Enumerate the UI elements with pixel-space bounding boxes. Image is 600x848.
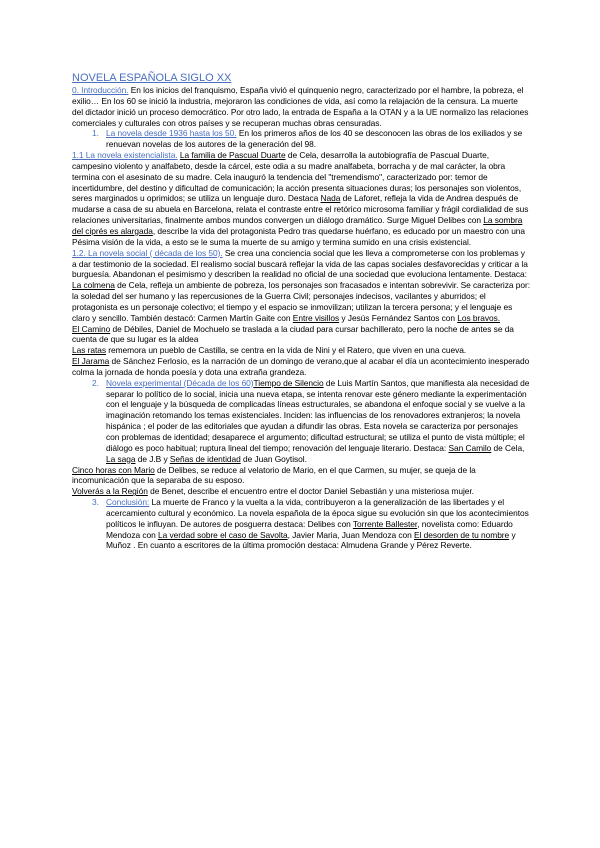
- paragraph-text: de Luis Martín Santos, que manifiesta ala necesidad de separar lo político de lo social, inicia una nueva etapa, se intenta renovar este género mediante la experimentación con el lenguaje y la búsqueda de complicadas líneas estructurales, se abandona el enfoque social y se vuelve a la imaginación retomando los temas existenciales. Inciden: las influencias de los renovadores extranjeros; la novela hispánica ; el poder de las editoriales que ayudan a difundir las obras. Esta novela se caracteriza por personajes con problemas de identidad; desaparece el argumento; dificultad estructural; se utiliza el punto de vista múltiple; el diálogo es poco habitual; ruptura lineal del tiempo; renovación del lenguaje literario. Destaca:: [106, 377, 530, 453]
- paragraph-text: , describe la vida del protagonista Pedro tras quedarse huérfano, es educado por un maestro con una Pésima visión de la vida, a esto se le suma la muerte de su amigo y termina sumido en una crisis existencial.: [72, 225, 526, 247]
- intro-paragraph: [72, 85, 530, 128]
- work-title: Cinco horas con Mario: [72, 464, 155, 475]
- paragraph-text: de Juan Goytisol.: [240, 453, 307, 464]
- work-title: El Camino: [72, 323, 111, 334]
- work-title: San Camilo: [448, 442, 492, 453]
- section12-heading: 1.2. La novela social ( década de los 50).: [72, 247, 223, 258]
- las-ratas-paragraph: [72, 345, 530, 356]
- paragraph-text: La muerte de Franco y la vuelta a la vida, contribuyeron a la generalización de las libertades y el acercamiento cultural y económico. La novela española de la época sigue su evolución sin que los acontecimientos políticos le influyan. De autores de posguerra destaca: Delibes con: [106, 497, 529, 529]
- paragraph-text: y Jesús Fernández Santos con: [339, 312, 458, 323]
- work-title: Tiempo de Silencio: [253, 377, 324, 388]
- work-title: La saga: [106, 453, 136, 464]
- intro-heading: 0. Introducción.: [72, 85, 129, 95]
- paragraph-text: de Cela, refleja un ambiente de pobreza, los personajes son fracasados e intentan sobrevivir. Se caracteriza por: la soledad del ser humano y las repercusiones de la Guerra Civil; personajes indecisos, vacilantes y aburridos; el protagonista es un personaje colectivo; el tiempo y el espacio se inmovilizan; utilizan la tercera persona; y el lenguaje es claro y sencillo. También destacó: Carmen Martín Gaite con: [72, 280, 530, 323]
- list-number-1: 1.: [92, 128, 99, 139]
- paragraph-text: de Débiles, Daniel de Mochuelo se traslada a la ciudad para cursar bachillerato, pero la noche de antes se da cuenta de que su lugar es la aldea: [72, 323, 514, 345]
- work-title: El Jarama: [72, 356, 110, 367]
- work-title: Señas de identidad: [169, 453, 241, 464]
- work-title: Los bravos.: [457, 312, 501, 323]
- paragraph-text: de Cela,: [491, 442, 525, 453]
- work-title: Volverás a la Región: [72, 486, 148, 497]
- work-title: La sombra del ciprés es alargada: [72, 215, 523, 236]
- paragraph-text: de Benet, describe el encuentro entre el doctor Daniel Sebastián y una misteriosa mujer.: [147, 486, 474, 497]
- item1-text: En los primeros años de los 40 se desconocen las obras de los exiliados y se renuevan novelas de los autores de la generación del 98.: [106, 128, 523, 150]
- paragraph-text: de Cela, desarrolla la autobiografía de Pascual Duarte, campesino violento y analfabeto, desde la cárcel, este odia a su madre analfabeta, borracha y de mal carácter, la obra termina con el asesinato de su madre. Cela inauguró la tendencia del "tremendismo", caracterizado por: temor de incertidumbre, del destino y dificultad de comunicación; la acción presenta situaciones duras; los personajes son violentos, seres marginados u oprimidos; se utiliza un lenguaje duro. Destaca: [72, 150, 522, 204]
- paragraph-text: y Muñoz . En cuanto a escritores de la última promoción destaca: Almudena Grande y Pérez Reverte.: [106, 529, 516, 551]
- work-title: Torrente Ballester: [352, 518, 418, 529]
- item2-heading: Novela experimental (Década de los 60): [106, 377, 254, 388]
- document-title: NOVELA ESPAÑOLA SIGLO XX: [72, 72, 232, 84]
- paragraph-text: Se crea una conciencia social que les lleva a comprometerse con los problemas y a dar testimonio de la sociedad. El realismo social buscará reflejar la vida de las capas sociales desfavorecidas y criticar a la burguesía. Abandonan el pesimismo y describen la realidad no oficial de una sociedad que evoluciona lentamente. Destaca:: [72, 247, 528, 280]
- work-title: La familia de Pascual Duarte: [179, 150, 286, 161]
- section-1-2-paragraph: [72, 248, 530, 324]
- work-title: La colmena: [72, 280, 115, 291]
- list-item-1: [72, 128, 530, 150]
- work-title: Entre visillos: [292, 312, 340, 323]
- item1-heading: La novela desde 1936 hasta los 50.: [106, 128, 237, 139]
- work-title: El desorden de tu nombre: [413, 529, 510, 540]
- paragraph-text: , Javier Maria, Juan Mendoza con: [287, 529, 414, 540]
- paragraph-text: de J.B y: [135, 453, 170, 464]
- paragraph-text: de Delibes, se reduce al velatorio de Mario, en el que Carmen, su mujer, se queja de la incomunicación que la separaba de su esposo.: [72, 464, 476, 486]
- paragraph-text: de Sánchez Ferlosio, es la narración de un domingo de verano,que al acabar el día un acontecimiento inesperado colma la jornada de honda poesía y dota una extraña grandeza.: [72, 356, 530, 377]
- el-camino-paragraph: [72, 324, 530, 346]
- cinco-horas-paragraph: [72, 465, 530, 487]
- list-item-3: [72, 497, 530, 551]
- work-title: Nada: [320, 193, 341, 204]
- work-title: La verdad sobre el caso de Savolta: [158, 529, 288, 540]
- item3-heading: Conclusión:: [106, 497, 150, 508]
- volveras-paragraph: [72, 486, 530, 497]
- intro-text: En los inicios del franquismo, España vivió el quinquenio negro, caracterizado por el hambre, la pobreza, el exilio… En los 60 se inició la industria, mejoraron las condiciones de vida, así como la relajación de la censura. La muerte del dictador inició un proceso democrático. Por otro lado, la entrada de España a la OTAN y a la UE normalizo las relaciones comerciales y culturales con otros países y se recuperan muchas obras censuradas.: [72, 85, 529, 128]
- paragraph-text: de Laforet, refleja la vida de Andrea después de mudarse a casa de su abuela en Barcelona, relata el contraste entre el retórico microsoma familiar y frágil cordialidad de sus relaciones universitarias, finalmente ambos mundos convergen un diálogo dramático. Surge Miguel Delibes con: [72, 193, 529, 226]
- work-title: Las ratas: [72, 345, 106, 356]
- paragraph-text: , novelista como: Eduardo Mendoza con: [106, 518, 513, 540]
- list-number-2: 2.: [92, 377, 99, 388]
- section-1-1-paragraph: [72, 150, 530, 248]
- paragraph-text: rememora un pueblo de Castilla, se centra en la vida de Nini y el Ratero, que viven en una cueva.: [106, 345, 467, 356]
- list-number-3: 3.: [92, 497, 99, 508]
- section11-heading: 1.1 La novela existencialista.: [72, 150, 178, 161]
- el-jarama-paragraph: [72, 356, 530, 378]
- list-item-2: [72, 378, 530, 465]
